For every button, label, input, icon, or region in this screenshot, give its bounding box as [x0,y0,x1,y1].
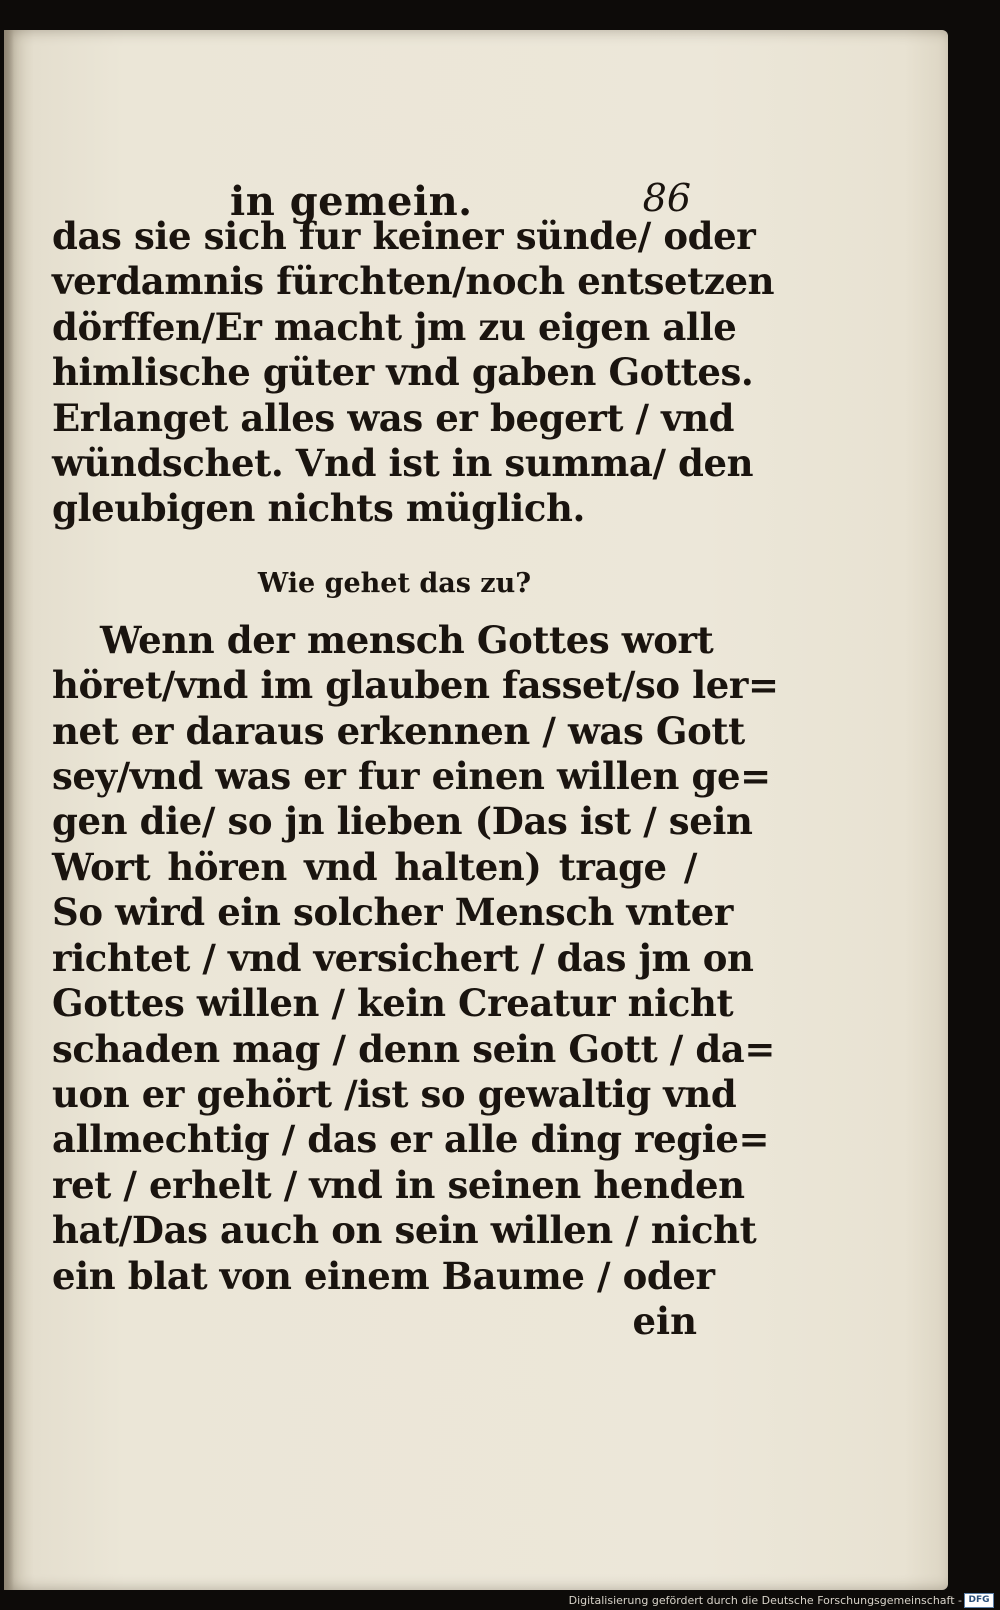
text-line: gen die/ so jn lieben (Das ist / sein [52,799,753,844]
text-line: sey/vnd was er fur einen willen ge= [52,754,771,799]
running-head: in gemein. [230,178,473,225]
text-line: allmechtig / das er alle ding regie= [52,1117,770,1162]
text-line: Wenn der mensch Gottes wort [100,617,714,662]
dfg-logo: DFG [964,1593,994,1608]
text-line: verdamnis fürchten/noch entsetzen [52,259,775,304]
text-line: ein blat von einem Baume / oder [52,1253,715,1298]
page-header [52,148,697,225]
text-line: höret/vnd im glauben fasset/so ler= [52,663,779,708]
text-line: Wort hören vnd halten) trage / [52,844,697,889]
text-line: richtet / vnd versichert / das jm on [52,935,754,980]
text-line: schaden mag / denn sein Gott / da= [52,1026,775,1071]
page-number: 86 [642,176,691,220]
text-line: Gottes willen / kein Creatur nicht [52,981,734,1026]
paragraph-1 [52,214,775,532]
section-heading: Wie gehet das zu? [257,567,532,599]
text-line: hat/Das auch on sein willen / nicht [52,1208,757,1253]
paragraph-2 [52,617,779,1299]
text-line: Erlanget alles was er begert / vnd [52,395,735,440]
text-line: uon er gehört /ist so gewaltig vnd [52,1071,737,1116]
text-line: wündschet. Vnd ist in summa/ den [52,441,754,486]
text-line: ret / erhelt / vnd in seinen henden [52,1162,745,1207]
catchword: ein [632,1298,697,1343]
text-line: dörffen/Er macht jm zu eigen alle [52,304,737,349]
book-page [4,30,948,1590]
text-block [52,148,779,1344]
text-line: himlische güter vnd gaben Gottes. [52,350,754,395]
text-line: So wird ein solcher Mensch vnter [52,890,733,935]
text-line: net er daraus erkennen / was Gott [52,708,745,753]
text-line: gleubigen nichts müglich. [52,486,586,531]
text-line: das sie sich fur keiner sünde/ oder [52,214,756,258]
digitization-credit: Digitalisierung gefördert durch die Deutsche Forschungsgemeinschaft - [568,1594,962,1607]
